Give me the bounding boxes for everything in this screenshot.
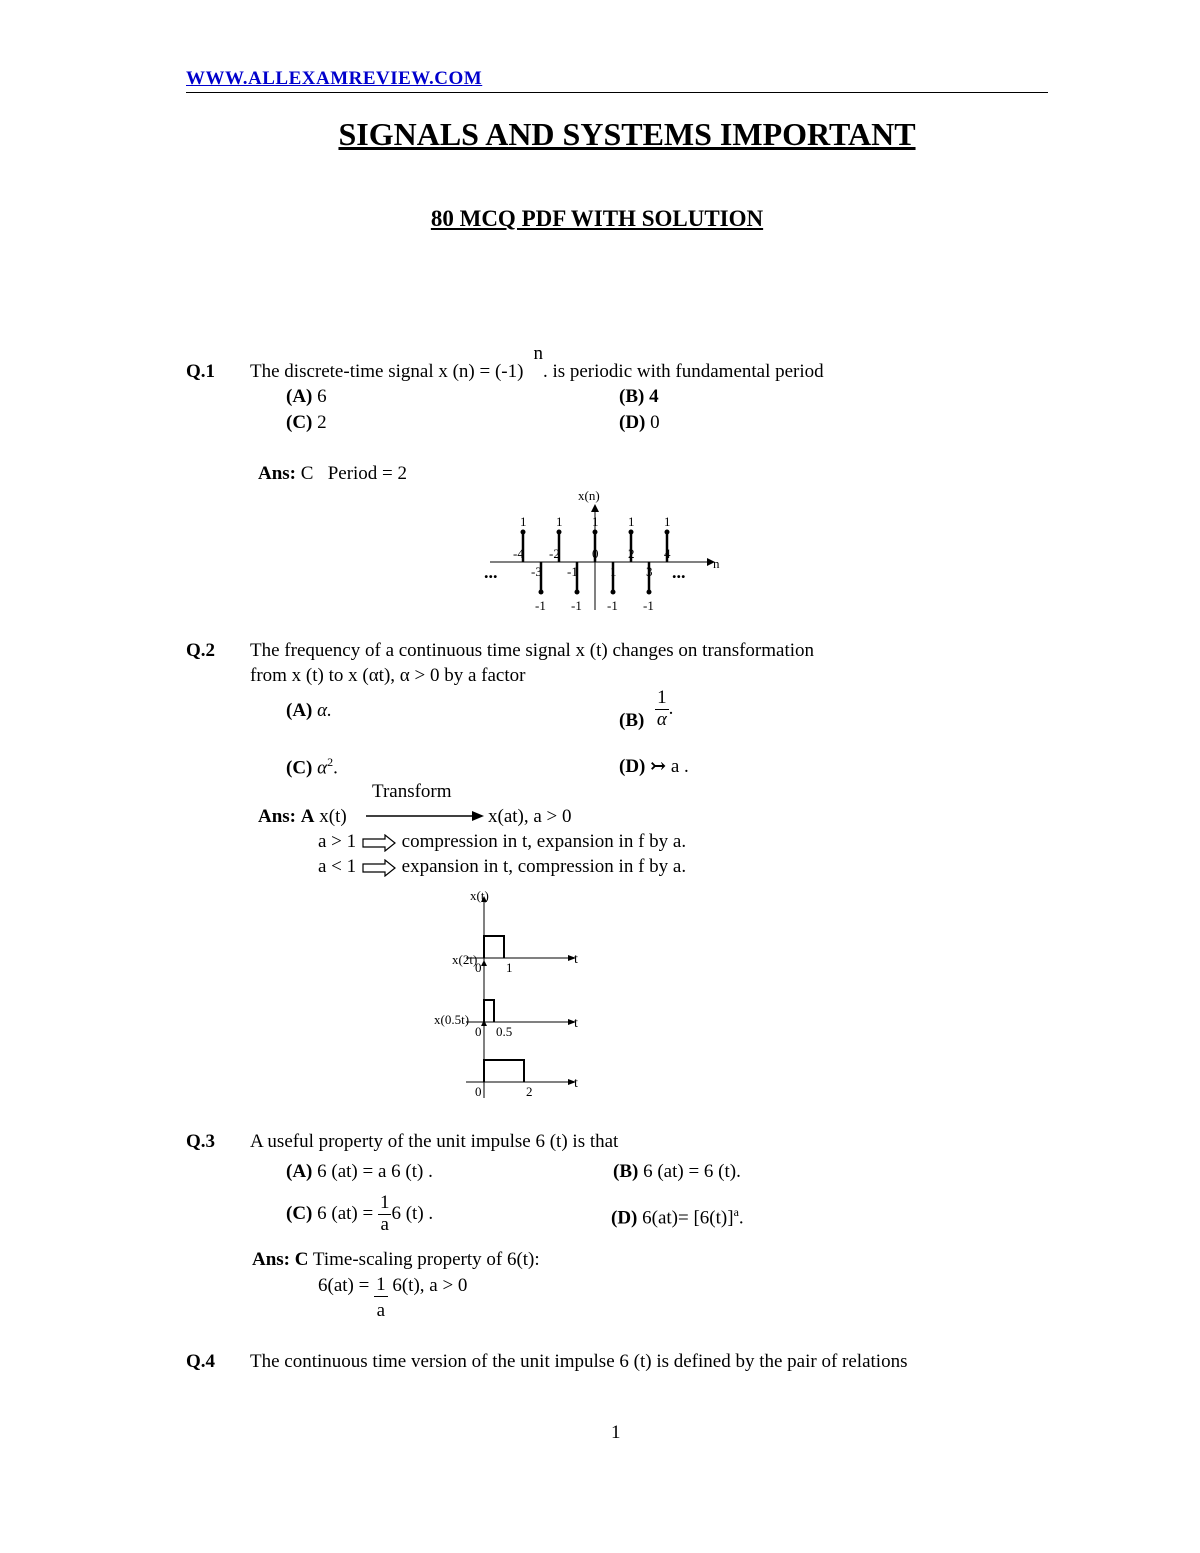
q1-question bbox=[250, 343, 824, 383]
n-tick-label: -3 bbox=[531, 564, 542, 579]
stem-dot bbox=[575, 590, 580, 595]
q4-question: The continuous time version of the unit impulse 6 (t) is defined by the pair of relations bbox=[250, 1351, 908, 1372]
n-tick-label: 1 bbox=[610, 564, 617, 579]
n-tick-label: 2 bbox=[628, 546, 635, 561]
stem-dot bbox=[647, 590, 652, 595]
q2-option-c[interactable]: (C) $\alpha^2$. bbox=[286, 755, 338, 779]
implies-icon bbox=[361, 859, 397, 877]
pulse-xlabel: t bbox=[574, 1016, 578, 1031]
stem-value-label: -1 bbox=[607, 598, 618, 613]
stem-value-label: 1 bbox=[628, 514, 635, 529]
site-link[interactable]: WWW.ALLEXAMREVIEW.COM bbox=[186, 68, 483, 89]
stem-value-label: 1 bbox=[520, 514, 527, 529]
pulse-xlabel: t bbox=[574, 952, 578, 967]
pulse-tick-0: 0 bbox=[475, 1084, 482, 1099]
n-tick-label: 3 bbox=[646, 564, 653, 579]
stem-value-label: -1 bbox=[643, 598, 654, 613]
pulse-tick-end: 0.5 bbox=[496, 1024, 513, 1039]
pulse-rect bbox=[484, 1060, 524, 1082]
pulse-ylabel: x(0.5t) bbox=[434, 1012, 470, 1027]
q1-option-d[interactable]: (D) 0 bbox=[619, 412, 660, 433]
n-tick-label: -1 bbox=[567, 564, 578, 579]
q1-y-arrow bbox=[591, 504, 599, 512]
stem-value-label: -1 bbox=[535, 598, 546, 613]
q2-number: Q.2 bbox=[186, 640, 216, 661]
q1-option-b[interactable]: (B) 4 bbox=[619, 386, 659, 407]
stem-value-label: 1 bbox=[664, 514, 671, 529]
n-tick-label: 0 bbox=[592, 546, 599, 561]
q2-line-a: a > 1 compression in t, expansion in f by a. bbox=[318, 831, 687, 852]
q3-answer: Ans: C Time-scaling property of 6(t): bbox=[252, 1249, 540, 1270]
stem-dot bbox=[629, 530, 634, 535]
stem-value-label: 1 bbox=[592, 514, 599, 529]
page-subtitle: 80 MCQ PDF WITH SOLUTION bbox=[430, 206, 764, 231]
q1-dots-left: ... bbox=[484, 562, 498, 582]
pulse-xlabel: t bbox=[574, 1076, 578, 1091]
stem-dot bbox=[665, 530, 670, 535]
q3-question: A useful property of the unit impulse 6 (t) is that bbox=[250, 1131, 619, 1152]
stem-value-label: -1 bbox=[571, 598, 582, 613]
n-tick-label: -2 bbox=[549, 546, 560, 561]
header-rule bbox=[186, 92, 1048, 93]
pulse-rect bbox=[484, 1000, 494, 1022]
pulse-tick-0: 0 bbox=[475, 960, 482, 975]
q2-line-b: a < 1 expansion in t, compression in f by a. bbox=[318, 856, 687, 877]
q2-pulse-plots bbox=[430, 882, 600, 1104]
q2-transform-arrow bbox=[366, 806, 486, 826]
q3-formula: 6(at) = $\frac{1}{a}$ 6(t), a > 0 bbox=[318, 1274, 468, 1321]
pulse-rect bbox=[484, 936, 504, 958]
stem-dot bbox=[611, 590, 616, 595]
q1-xlabel: n bbox=[713, 556, 720, 571]
q2-answer: Ans: A x(t) bbox=[258, 806, 347, 827]
stem-dot bbox=[521, 530, 526, 535]
pulse-ylabel: x(t) bbox=[470, 888, 489, 903]
stem-dot bbox=[557, 530, 562, 535]
q1-ylabel: x(n) bbox=[578, 488, 600, 503]
stem-dot bbox=[593, 530, 598, 535]
q2-option-b[interactable]: (B) $\frac{1}{\alpha}$ . bbox=[619, 687, 674, 731]
n-tick-label: -4 bbox=[513, 546, 524, 561]
q1-answer: Ans: C Period = 2 bbox=[258, 463, 408, 484]
pulse-tick-0: 0 bbox=[475, 1024, 482, 1039]
q3-option-c[interactable]: (C) 6 (at) = $\frac{1}{a}$ 6 (t) . bbox=[286, 1192, 434, 1235]
q3-number: Q.3 bbox=[186, 1131, 216, 1152]
q4-number: Q.4 bbox=[186, 1351, 216, 1372]
q1-dots-right: ... bbox=[672, 562, 686, 582]
q2-transform-label: Transform bbox=[372, 781, 452, 802]
page-number: 1 bbox=[611, 1422, 621, 1443]
n-tick-label: 4 bbox=[664, 546, 671, 561]
q3-option-b[interactable]: (B) 6 (at) = 6 (t). bbox=[613, 1161, 741, 1182]
q1-number: Q.1 bbox=[186, 361, 216, 382]
q2-option-d[interactable]: (D) ↣ a . bbox=[619, 756, 689, 777]
q3-option-a[interactable]: (A) 6 (at) = a 6 (t) . bbox=[286, 1161, 433, 1182]
stem-dot bbox=[539, 590, 544, 595]
q1-text-b: . is periodic with fundamental period bbox=[542, 361, 824, 382]
q2-line2: from x (t) to x (αt), α > 0 by a factor bbox=[250, 665, 526, 686]
q1-stem-plot bbox=[470, 480, 730, 615]
stem-value-label: 1 bbox=[556, 514, 563, 529]
pulse-tick-end: 1 bbox=[506, 960, 513, 975]
q3-option-d[interactable]: (D) $6(at)= [6(t)]^a$. bbox=[611, 1205, 744, 1229]
q1-text-a: The discrete-time signal x (n) = (-1) bbox=[250, 361, 524, 382]
pulse-y-arrow bbox=[481, 960, 487, 966]
pulse-ylabel: x(2t) bbox=[452, 952, 478, 967]
q2-answer-rhs: x(at), a > 0 bbox=[488, 806, 572, 827]
q2-option-a[interactable]: (A) α. bbox=[286, 700, 332, 721]
q1-sup: n bbox=[533, 343, 543, 364]
implies-icon bbox=[361, 834, 397, 852]
q1-option-a[interactable]: (A) 6 bbox=[286, 386, 327, 407]
pulse-y-arrow bbox=[481, 1020, 487, 1026]
q2-line1: The frequency of a continuous time signal x (t) changes on transformation bbox=[250, 640, 815, 661]
page-title: SIGNALS AND SYSTEMS IMPORTANT bbox=[338, 116, 916, 152]
pulse-tick-end: 2 bbox=[526, 1084, 533, 1099]
q1-option-c[interactable]: (C) 2 bbox=[286, 412, 327, 433]
